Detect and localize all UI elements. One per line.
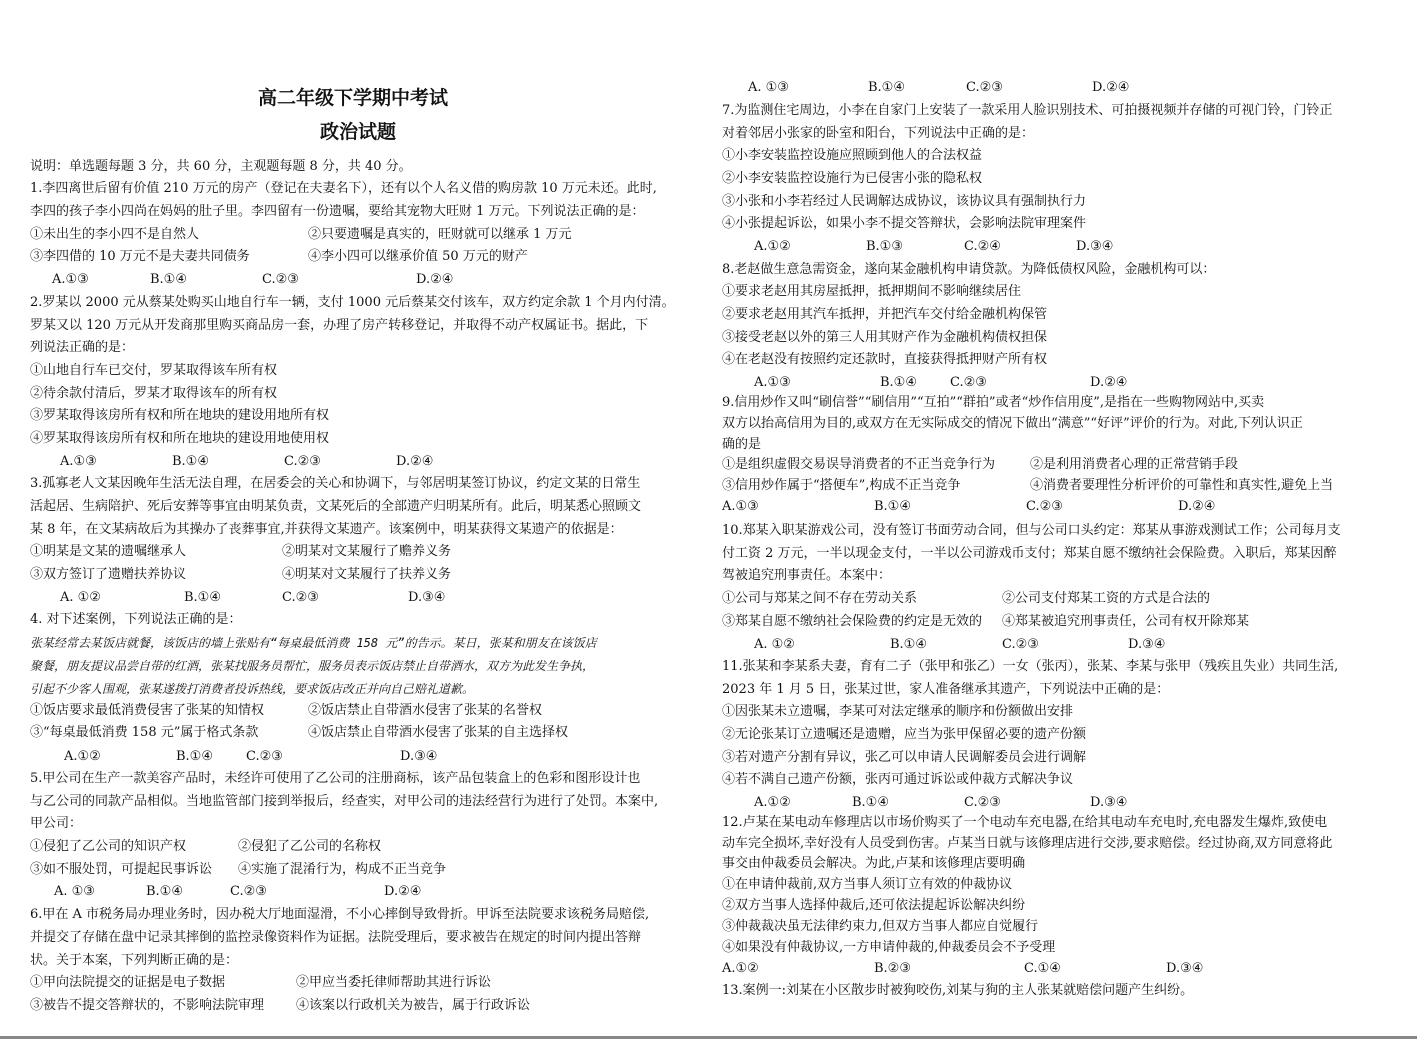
statement-item: ④如果没有仲裁协议,一方申请仲裁的,仲裁委员会不予受理 [722, 940, 1056, 955]
statement-item: ②双方当事人选择仲裁后,还可依法提起诉讼解决纠纷 [722, 898, 1026, 913]
option-d[interactable]: D.②④ [396, 454, 434, 469]
option-c[interactable]: C.②③ [246, 749, 283, 764]
statement-item: ①侵犯了乙公司的知识产权 [30, 839, 187, 854]
statement-item: ①要求老赵用其房屋抵押，抵押期间不影响继续居住 [722, 284, 1022, 299]
option-a[interactable]: A.①② [754, 239, 791, 254]
case-text-line: 张某经常去某饭店就餐，该饭店的墙上张贴有“每桌最低消费 158 元”的告示。某日，张某和朋友在该饭店 [30, 636, 597, 650]
statement-item: ①明某是文某的遗嘱继承人 [30, 544, 187, 559]
statement-item: ④李小四可以继承价值 50 万元的财产 [308, 249, 528, 264]
question-stem-line: 双方以抬高信用为目的,或双方在无实际成交的情况下做出“满意”“好评”评价的行为。对此,下列认识正 [722, 416, 1303, 431]
statement-item: ①小李安装监控设施应照顾到他人的合法权益 [722, 148, 983, 163]
option-c[interactable]: C.②③ [262, 272, 299, 287]
option-b[interactable]: B.①④ [852, 795, 889, 810]
statement-item: ①甲向法院提交的证据是电子数据 [30, 975, 226, 990]
option-d[interactable]: D.③④ [1128, 637, 1166, 652]
question-stem-line: 8.老赵做生意急需资金，遂向某金融机构申请贷款。为降低债权风险，金融机构可以： [722, 262, 1216, 277]
option-a[interactable]: A. ①② [60, 590, 101, 605]
statement-item: ③李四借的 10 万元不是夫妻共同债务 [30, 249, 250, 264]
option-b[interactable]: B.①④ [150, 272, 187, 287]
statement-item: ①因张某未立遗嘱，李某可对法定继承的顺序和份额做出安排 [722, 704, 1074, 719]
option-c[interactable]: C.②③ [282, 590, 319, 605]
option-d[interactable]: D.②④ [384, 884, 422, 899]
option-b[interactable]: B.①④ [868, 80, 905, 95]
question-stem-line: 11.张某和李某系夫妻，育有二子（张甲和张乙）一女（张丙），张某、李某与张甲（残疾且失业）共同生活, [722, 659, 1339, 674]
statement-item: ①是组织虚假交易误导消费者的不正当竞争行为 [722, 457, 996, 472]
option-a[interactable]: A.①③ [60, 454, 97, 469]
option-d[interactable]: D.③④ [408, 590, 446, 605]
question-stem-line: 驾被追究刑事责任。本案中： [722, 568, 892, 583]
statement-item: ④郑某被追究刑事责任，公司有权开除郑某 [1002, 614, 1250, 629]
case-text-line: 引起不少客人围观，张某遂拨打消费者投诉热线，要求饭店改正并向自己赔礼道歉。 [30, 682, 475, 696]
statement-item: ②公司支付郑某工资的方式是合法的 [1002, 591, 1211, 606]
question-stem-line: 列说法正确的是： [30, 340, 135, 355]
option-c[interactable]: C.②④ [964, 239, 1001, 254]
question-stem-line: 李四的孩子李小四尚在妈妈的肚子里。李四留有一份遗嘱，要给其宠物大旺财 1 万元。下列说法正确的是： [30, 204, 645, 219]
option-d[interactable]: D.③④ [1166, 961, 1204, 976]
question-stem-line: 6.甲在 A 市税务局办理业务时，因办税大厅地面湿滑，不小心摔倒导致骨折。甲诉至法院要求该税务局赔偿, [30, 907, 650, 922]
statement-item: ③接受老赵以外的第三人用其财产作为金融机构债权担保 [722, 330, 1048, 345]
statement-item: ②待余款付清后，罗某才取得该车的所有权 [30, 386, 278, 401]
question-stem-line: 对着邻居小张家的卧室和阳台，下列说法中正确的是： [722, 126, 1035, 141]
option-d[interactable]: D.②④ [1090, 375, 1128, 390]
page-title: 高二年级下学期中考试 [258, 87, 449, 109]
question-stem-line: 活起居、生病陪护、死后安葬等事宜由明某负责，文某死后的全部遗产归明某所有。此后，明某悉心照顾文 [30, 499, 642, 514]
option-d[interactable]: D.②④ [1092, 80, 1130, 95]
option-b[interactable]: B.①④ [172, 454, 209, 469]
option-d[interactable]: D.②④ [416, 272, 454, 287]
option-c[interactable]: C.②③ [964, 795, 1001, 810]
question-stem-line: 罗某又以 120 万元从开发商那里购买商品房一套，办理了房产转移登记，并取得不动产权属证书。据此，下 [30, 318, 649, 333]
statement-item: ④该案以行政机关为被告，属于行政诉讼 [296, 998, 531, 1013]
statement-item: ①山地自行车已交付，罗某取得该车所有权 [30, 363, 278, 378]
statement-item: ②侵犯了乙公司的名称权 [238, 839, 382, 854]
option-d[interactable]: D.③④ [1090, 795, 1128, 810]
option-a[interactable]: A. ①③ [54, 884, 95, 899]
question-stem-line: 与乙公司的同款产品相似。当地监管部门接到举报后，经查实，对甲公司的违法经营行为进行了处罚。本案中, [30, 794, 659, 809]
statement-item: ③如不服处罚，可提起民事诉讼 [30, 862, 213, 877]
statement-item: ②要求老赵用其汽车抵押，并把汽车交付给金融机构保管 [722, 307, 1048, 322]
statement-item: ②小李安装监控设施行为已侵害小张的隐私权 [722, 171, 983, 186]
statement-item: ②只要遗嘱是真实的，旺财就可以继承 1 万元 [308, 227, 572, 242]
question-stem-line: 甲公司： [30, 816, 83, 831]
option-b[interactable]: B.①④ [880, 375, 917, 390]
question-stem-line: 9.信用炒作又叫“刷信誉”“刷信用”“互拍”“群拍”或者“炒作信用度”,是指在一些购物网站中,买卖 [722, 395, 1265, 410]
option-c[interactable]: C.①④ [1024, 961, 1061, 976]
question-stem-line: 确的是 [722, 437, 762, 452]
option-b[interactable]: B.①③ [866, 239, 903, 254]
option-a[interactable]: A. ①② [754, 637, 795, 652]
statement-item: ①公司与郑某之间不存在劳动关系 [722, 591, 918, 606]
option-c[interactable]: C.②③ [1002, 637, 1039, 652]
statement-item: ④消费者要理性分析评价的可靠性和真实性,避免上当 [1030, 478, 1334, 493]
question-stem-line: 并提交了存储在盘中记录其摔倒的监控录像资料作为证据。法院受理后，要求被告在规定的时间内提出答辩 [30, 930, 642, 945]
question-stem-line: 状。关于本案，下列判断正确的是： [30, 953, 239, 968]
statement-item: ②是利用消费者心理的正常营销手段 [1030, 457, 1239, 472]
question-stem-line: 付工资 2 万元，一半以现金支付，一半以公司游戏币支付；郑某自愿不缴纳社会保险费。入职后，郑某因醉 [722, 546, 1337, 561]
option-b[interactable]: B.①④ [874, 499, 911, 514]
statement-item: ③郑某自愿不缴纳社会保险费的约定是无效的 [722, 614, 983, 629]
statement-item: ④饭店禁止自带酒水侵害了张某的自主选择权 [308, 725, 569, 740]
question-stem-line: 事交由仲裁委员会解决。为此,卢某和该修理店要明确 [722, 856, 1026, 871]
statement-item: ①在申请仲裁前,双方当事人须订立有效的仲裁协议 [722, 877, 1013, 892]
option-c[interactable]: C.②③ [966, 80, 1003, 95]
statement-item: ②甲应当委托律师帮助其进行诉讼 [296, 975, 492, 990]
question-stem-line: 5.甲公司在生产一款美容产品时，未经许可使用了乙公司的注册商标，该产品包装盒上的色彩和图形设计也 [30, 771, 641, 786]
option-c[interactable]: C.②③ [1026, 499, 1063, 514]
question-stem-line: 4. 对下述案例，下列说法正确的是： [30, 612, 242, 627]
statement-item: ③被告不提交答辩状的，不影响法院审理 [30, 998, 265, 1013]
statement-item: ②饭店禁止自带酒水侵害了张某的名誉权 [308, 703, 543, 718]
case-text-line: 聚餐，朋友提议品尝自带的红酒，张某找服务员帮忙，服务员表示饭店禁止自带酒水，双方为此发生争执， [30, 659, 595, 673]
option-c[interactable]: C.②③ [284, 454, 321, 469]
statement-item: ①饭店要求最低消费侵害了张某的知情权 [30, 703, 265, 718]
question-stem-line: 动车完全损坏,幸好没有人员受到伤害。卢某当日就与该修理店进行交涉,要求赔偿。经过协商,双方同意将此 [722, 836, 1333, 851]
option-b[interactable]: B.①④ [890, 637, 927, 652]
statement-item: ④小张提起诉讼，如果小李不提交答辩状，会影响法院审理案件 [722, 216, 1087, 231]
question-stem-line: 某 8 年，在文某病故后为其操办了丧葬事宜,并获得文某遗产。该案例中，明某获得文某遗产的依据是： [30, 522, 623, 537]
page-subtitle: 政治试题 [320, 121, 397, 143]
statement-item: ③“每桌最低消费 158 元”属于格式条款 [30, 725, 259, 740]
statement-item: ①未出生的李小四不是自然人 [30, 227, 200, 242]
statement-item: ④罗某取得该房所有权和所在地块的建设用地使用权 [30, 431, 330, 446]
statement-item: ④在老赵没有按照约定还款时，直接获得抵押财产所有权 [722, 352, 1048, 367]
statement-item: ④若不满自己遗产份额，张丙可通过诉讼或仲裁方式解决争议 [722, 772, 1074, 787]
statement-item: ③若对遗产分割有异议，张乙可以申请人民调解委员会进行调解 [722, 750, 1087, 765]
option-a[interactable]: A.①③ [722, 499, 759, 514]
option-d[interactable]: D.③④ [400, 749, 438, 764]
option-d[interactable]: D.③④ [1076, 239, 1114, 254]
question-stem-line: 7.为监测住宅周边，小李在自家门上安装了一款采用人脸识别技术、可拍摄视频并存储的可视门铃，门铃正 [722, 103, 1333, 118]
option-c[interactable]: C.②③ [950, 375, 987, 390]
question-stem-line: 12.卢某在某电动车修理店以市场价购买了一个电动车充电器,在给其电动车充电时,充电器发生爆炸,致使电 [722, 815, 1328, 830]
statement-item: ③仲裁裁决虽无法律约束力,但双方当事人都应自觉履行 [722, 919, 1039, 934]
option-b[interactable]: B.②③ [874, 961, 911, 976]
statement-item: ③信用炒作属于“搭便车”,构成不正当竞争 [722, 478, 961, 493]
option-a[interactable]: A.①② [754, 795, 791, 810]
statement-item: ②明某对文某履行了赡养义务 [282, 544, 452, 559]
statement-item: ④实施了混淆行为，构成不正当竞争 [238, 862, 447, 877]
question-stem-line: 2.罗某以 2000 元从蔡某处购买山地自行车一辆，支付 1000 元后蔡某交付该车，双方约定余款 1 个月内付清。 [30, 295, 675, 310]
option-a[interactable]: A.①② [64, 749, 101, 764]
question-stem-line: 3.孤寡老人文某因晚年生活无法自理，在居委会的关心和协调下，与邻居明某签订协议，约定文某的日常生 [30, 476, 641, 491]
statement-item: ③双方签订了遗赠扶养协议 [30, 567, 187, 582]
option-d[interactable]: D.②④ [1178, 499, 1216, 514]
option-b[interactable]: B.①④ [176, 749, 213, 764]
question-stem-line: 10.郑某入职某游戏公司，没有签订书面劳动合同，但与公司口头约定：郑某从事游戏测试工作；公司每月支 [722, 523, 1341, 538]
question-stem-line: 1.李四离世后留有价值 210 万元的房产（登记在夫妻名下），还有以个人名义借的购房款 10 万元未还。此时, [30, 181, 657, 196]
option-b[interactable]: B.①④ [184, 590, 221, 605]
question-stem-line: 2023 年 1 月 5 日，张某过世，家人准备继承其遗产，下列说法中正确的是： [722, 682, 1170, 697]
statement-item: ②无论张某订立遗嘱还是遗赠，应当为张甲保留必要的遗产份额 [722, 727, 1087, 742]
option-b[interactable]: B.①④ [146, 884, 183, 899]
option-c[interactable]: C.②③ [230, 884, 267, 899]
question-stem-line: 13.案例一:刘某在小区散步时被狗咬伤,刘某与狗的主人张某就赔偿问题产生纠纷。 [722, 983, 1194, 998]
option-a[interactable]: A.①② [722, 961, 759, 976]
option-a[interactable]: A. ①③ [748, 80, 789, 95]
statement-item: ④明某对文某履行了扶养义务 [282, 567, 452, 582]
option-a[interactable]: A.①③ [754, 375, 791, 390]
option-a[interactable]: A.①③ [52, 272, 89, 287]
instructions: 说明：单选题每题 3 分，共 60 分，主观题每题 8 分，共 40 分。 [30, 159, 412, 174]
statement-item: ③罗某取得该房所有权和所在地块的建设用地所有权 [30, 408, 330, 423]
statement-item: ③小张和小李若经过人民调解达成协议，该协议具有强制执行力 [722, 194, 1087, 209]
